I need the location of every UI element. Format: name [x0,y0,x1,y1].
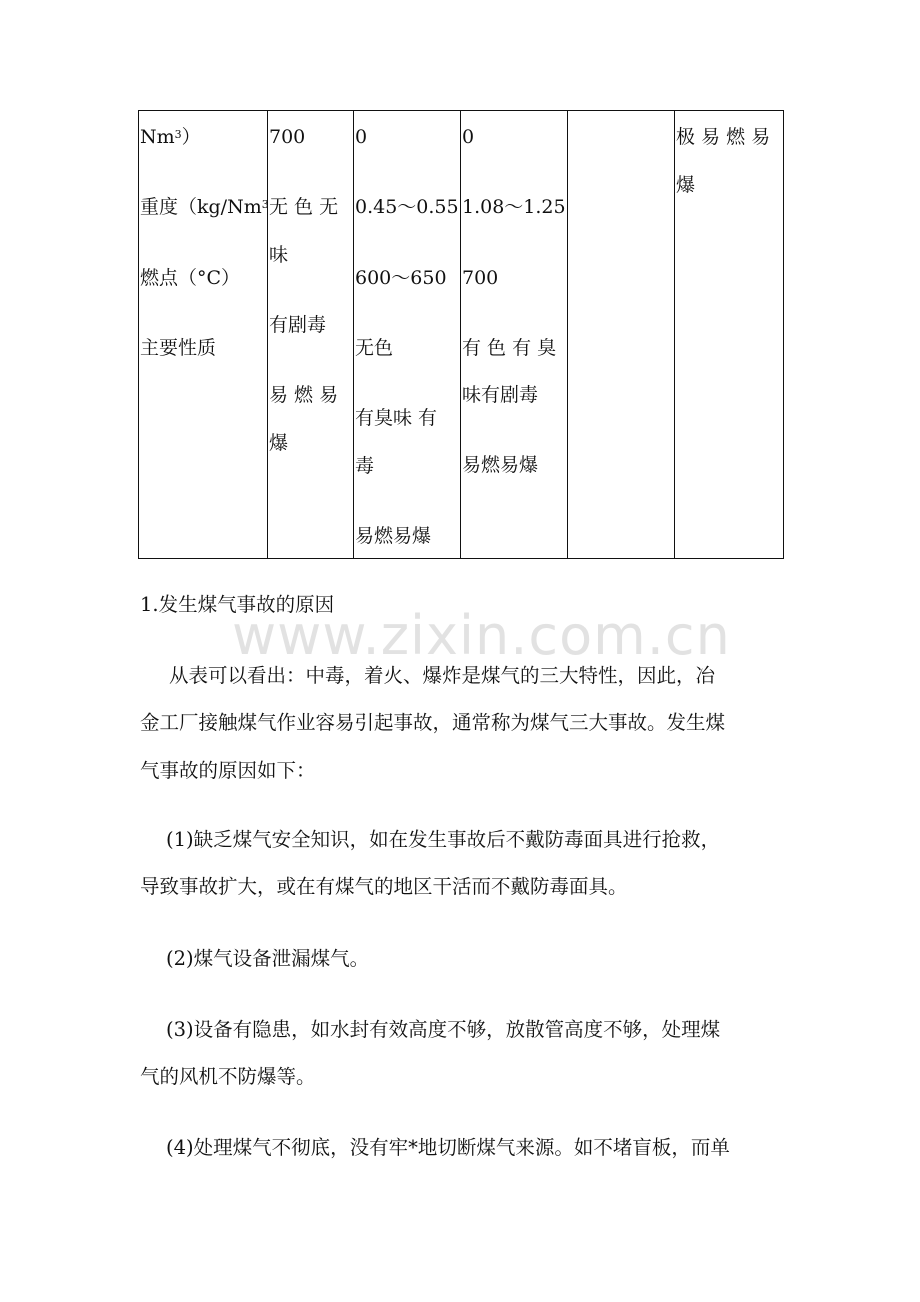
paragraph-line: (4)处理煤气不彻底，没有牢*地切断煤气来源。如不堵盲板，而单 [166,1136,730,1159]
cell-line: 易燃易爆 [462,454,539,476]
table-cell-gas-6 [675,111,784,559]
paragraph-line: 气事故的原因如下： [140,759,316,782]
watermark: www.zixin.com.cn [232,604,731,667]
table-cell-gas-4 [461,111,568,559]
cell-line: Nm$^3$） [140,126,201,148]
cell-line: 无色 [355,337,394,359]
paragraph [140,826,783,906]
paragraph-line: (2)煤气设备泄漏煤气。 [166,947,370,970]
cell-line: 极 易 燃 易 [676,126,771,148]
cell-line: 0 [355,126,368,148]
section-heading: 1.发生煤气事故的原因 [140,593,335,616]
cell-line: 无 色 无 [269,196,339,218]
cell-line: 爆 [676,174,696,196]
gas-properties-table [138,110,784,559]
paragraph [140,1016,783,1096]
cell-line: 700 [462,267,499,289]
cell-line: 毒 [355,455,375,477]
cell-line: 有剧毒 [269,314,327,336]
cell-line: 燃点（°C） [140,267,241,289]
paragraph [140,1134,783,1166]
cell-line: 味 [269,244,289,266]
cell-line: 爆 [269,432,289,454]
cell-line: 0.45～0.55 [355,196,459,218]
cell-line: 主要性质 [140,337,217,359]
table-cell-gas-5 [568,111,675,559]
paragraph-line: 气的风机不防爆等。 [140,1065,316,1088]
paragraph-line: 导致事故扩大，或在有煤气的地区干活而不戴防毒面具。 [140,875,628,898]
cell-line: 易燃易爆 [355,525,432,547]
cell-line: 易 燃 易 [269,384,339,406]
cell-line: 重度（kg/Nm$^3$ [140,196,269,218]
table-cell-gas-3 [354,111,461,559]
cell-line: 600～650 [355,267,447,289]
paragraph-line: 从表可以看出：中毒，着火、爆炸是煤气的三大特性，因此，冶 [169,664,716,687]
paragraph-line: (3)设备有隐患，如水封有效高度不够，放散管高度不够，处理煤 [166,1018,721,1041]
cell-line: 有 色 有 臭 [462,337,557,359]
cell-line: 有臭味 有 [355,407,438,429]
cell-line: 700 [269,126,306,148]
paragraph-line: (1)缺乏煤气安全知识，如在发生事故后不戴防毒面具进行抢救， [166,828,721,851]
cell-line: 1.08～1.25 [462,196,566,218]
table-cell-gas-2 [268,111,354,559]
cell-line: 味有剧毒 [462,384,539,406]
table-cell-property-names [139,111,268,559]
paragraph [140,662,783,782]
cell-line: 0 [462,126,475,148]
paragraph [140,945,783,977]
paragraph-line: 金工厂接触煤气作业容易引起事故，通常称为煤气三大事故。发生煤 [140,711,726,734]
